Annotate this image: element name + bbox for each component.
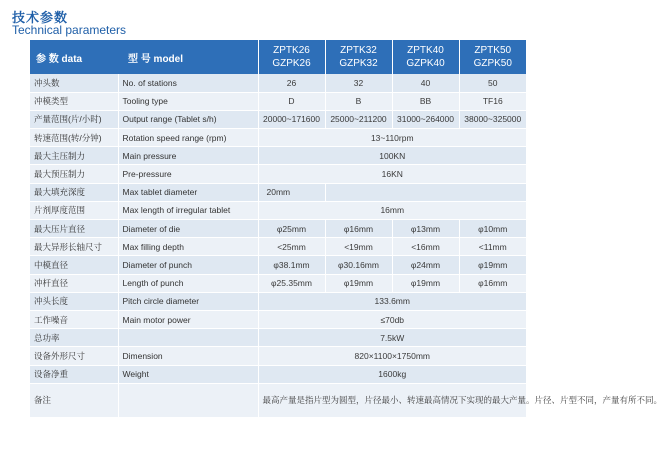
row-label-zh: 片剂厚度范围 <box>30 201 118 219</box>
row-label-en <box>118 329 258 347</box>
row-value: <11mm <box>459 238 526 256</box>
row-note: 最高产量是指片型为圆型，片径最小、转速最高情况下实现的最大产量。片径、片型不同，产量有所不同。 <box>258 383 526 417</box>
table-row <box>30 220 526 238</box>
row-value-span: 133.6mm <box>258 292 526 310</box>
header-model-line1: ZPTK50 <box>474 45 512 56</box>
row-value: 32 <box>325 74 392 92</box>
row-value: 20000~171600 <box>258 110 325 128</box>
row-label-zh: 冲头长度 <box>30 292 118 310</box>
row-value: 25000~211200 <box>325 110 392 128</box>
table-row <box>30 292 526 310</box>
table-row <box>30 347 526 365</box>
title-zh: 技术参数 <box>12 11 69 26</box>
table-row <box>30 201 526 219</box>
row-label-zh: 冲杆直径 <box>30 274 118 292</box>
spec-table <box>30 40 662 418</box>
row-value: φ30.16mm <box>325 256 392 274</box>
row-value-span: 13~110rpm <box>258 129 526 147</box>
row-value: TF16 <box>459 92 526 110</box>
row-value: φ19mm <box>392 274 459 292</box>
row-label-zh: 最大异形长轴尺寸 <box>30 238 118 256</box>
row-label-en: Rotation speed range (rpm) <box>118 129 258 147</box>
header-model-label: 型 号 model <box>118 40 258 74</box>
header-model-line1: ZPTK26 <box>273 45 310 56</box>
header-model-col <box>392 40 459 74</box>
row-value: D <box>258 92 325 110</box>
table-row <box>30 147 526 165</box>
row-label-zh: 总功率 <box>30 329 118 347</box>
row-value: 50 <box>459 74 526 92</box>
row-value: φ24mm <box>392 256 459 274</box>
table-row <box>30 256 526 274</box>
row-value: 20mm <box>258 183 325 201</box>
table-row <box>30 183 526 201</box>
table-row <box>30 129 526 147</box>
row-value-span: 100KN <box>258 147 526 165</box>
header-model-col <box>459 40 526 74</box>
row-label-zh: 工作噪音 <box>30 310 118 328</box>
row-value: 31000~264000 <box>392 110 459 128</box>
row-label-en: Main pressure <box>118 147 258 165</box>
header-model-line2: GZPK50 <box>473 58 512 69</box>
row-label-zh: 最大压片直径 <box>30 220 118 238</box>
row-value: 40 <box>392 74 459 92</box>
row-value-empty <box>325 183 526 201</box>
row-value: <25mm <box>258 238 325 256</box>
row-value-span: 16KN <box>258 165 526 183</box>
row-label-en: Max filling depth <box>118 238 258 256</box>
row-label-zh: 中模直径 <box>30 256 118 274</box>
header-model-line1: ZPTK40 <box>407 45 444 56</box>
row-value: φ19mm <box>459 256 526 274</box>
header-model-line2: GZPK40 <box>406 58 445 69</box>
header-model-col <box>325 40 392 74</box>
row-label-zh: 转速范围(转/分钟) <box>30 129 118 147</box>
row-value: φ25mm <box>258 220 325 238</box>
row-label-zh: 产量范围(片/小时) <box>30 110 118 128</box>
header-model-line2: GZPK32 <box>339 58 378 69</box>
row-label-en: Diameter of die <box>118 220 258 238</box>
row-value: φ25.35mm <box>258 274 325 292</box>
row-label-zh: 最大填充深度 <box>30 183 118 201</box>
row-value: φ16mm <box>459 274 526 292</box>
table-row <box>30 165 526 183</box>
header-model-line2: GZPK26 <box>272 58 311 69</box>
row-value-span: 16mm <box>258 201 526 219</box>
table-row <box>30 310 526 328</box>
row-label-zh: 设备净重 <box>30 365 118 383</box>
row-label-en: No. of stations <box>118 74 258 92</box>
row-value-span: ≤70db <box>258 310 526 328</box>
table-row <box>30 365 526 383</box>
row-label-zh: 最大预压制力 <box>30 165 118 183</box>
row-label-en: Length of punch <box>118 274 258 292</box>
row-label-zh: 冲模类型 <box>30 92 118 110</box>
row-label-zh: 备注 <box>30 383 118 417</box>
table-row <box>30 92 526 110</box>
table-row <box>30 274 526 292</box>
header-model-line1: ZPTK32 <box>340 45 377 56</box>
row-label-en: Dimension <box>118 347 258 365</box>
row-label-zh: 设备外形尺寸 <box>30 347 118 365</box>
row-label-en: Pre-pressure <box>118 165 258 183</box>
row-label-en: Diameter of punch <box>118 256 258 274</box>
row-label-en: Output range (Tablet s/h) <box>118 110 258 128</box>
row-value: φ16mm <box>325 220 392 238</box>
row-value: <19mm <box>325 238 392 256</box>
row-value: φ38.1mm <box>258 256 325 274</box>
table-row <box>30 329 526 347</box>
table-header-row <box>30 40 526 74</box>
table-row <box>30 74 526 92</box>
row-value-span: 820×1100×1750mm <box>258 347 526 365</box>
row-label-en <box>118 383 258 417</box>
table-row <box>30 383 526 417</box>
row-label-en: Pitch circle diameter <box>118 292 258 310</box>
header-param-label: 参 数 data <box>30 40 118 74</box>
title-en: Technical parameters <box>12 23 127 37</box>
row-label-en: Weight <box>118 365 258 383</box>
row-label-en: Max tablet diameter <box>118 183 258 201</box>
row-label-zh: 最大主压制力 <box>30 147 118 165</box>
row-value-span: 7.5kW <box>258 329 526 347</box>
row-value: 38000~325000 <box>459 110 526 128</box>
header-model-col <box>258 40 325 74</box>
row-value: φ13mm <box>392 220 459 238</box>
table-row <box>30 110 526 128</box>
row-label-zh: 冲头数 <box>30 74 118 92</box>
row-value: φ19mm <box>325 274 392 292</box>
row-value: <16mm <box>392 238 459 256</box>
row-value: BB <box>392 92 459 110</box>
table-row <box>30 238 526 256</box>
row-label-en: Main motor power <box>118 310 258 328</box>
row-value-span: 1600kg <box>258 365 526 383</box>
row-value: 26 <box>258 74 325 92</box>
row-label-en: Max length of irregular tablet <box>118 201 258 219</box>
row-label-en: Tooling type <box>118 92 258 110</box>
row-value: B <box>325 92 392 110</box>
row-value: φ10mm <box>459 220 526 238</box>
